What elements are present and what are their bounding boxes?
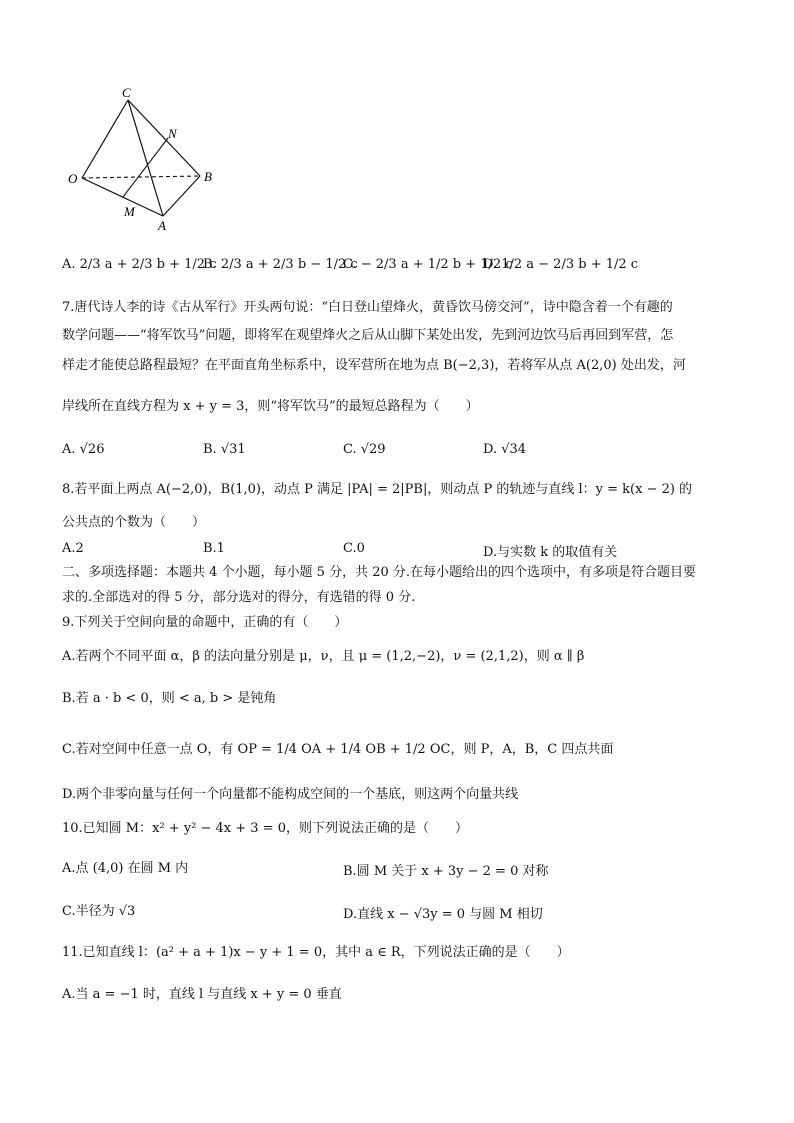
label-N: N [168, 126, 177, 141]
edge-OB-dashed [82, 176, 200, 178]
edge-CB [128, 100, 200, 176]
q8-line-1: 8.若平面上两点 A(−2,0)，B(1,0)，动点 P 满足 |PA| = 2|PB|，则动点 P 的轨迹与直线 l：y = k(x − 2) 的 [62, 482, 693, 497]
q7-option-a: A. √26 [62, 442, 105, 457]
q8-option-d: D.与实数 k 的取值有关 [483, 545, 618, 560]
q9-option-b: B.若 a · b < 0，则 < a, b > 是钝角 [62, 691, 277, 706]
q7-line-4: 岸线所在直线方程为 x + y = 3，则“将军饮马”的最短总路程为（ ） [62, 399, 479, 414]
q7-line-2: 数学问题——“将军饮马”问题，即将军在观望烽火之后从山脚下某处出发，先到河边饮马后再回到军营，怎 [62, 328, 674, 343]
q10-option-d: D.直线 x − √3y = 0 与圆 M 相切 [343, 907, 543, 922]
section2-line-1: 二、多项选择题：本题共 4 个小题，每小题 5 分，共 20 分.在每小题给出的四个选项中，有多项是符合题目要 [62, 565, 697, 580]
q7-option-d: D. √34 [483, 442, 527, 457]
edge-CA [128, 100, 163, 216]
q8-option-a: A.2 [62, 541, 84, 556]
segment-MN [123, 138, 168, 197]
label-A: A [158, 218, 166, 233]
q10-option-a: A.点 (4,0) 在圆 M 内 [62, 861, 189, 876]
q7-option-c: C. √29 [343, 442, 386, 457]
q7-line-1: 7.唐代诗人李的诗《古从军行》开头两句说：“白日登山望烽火，黄昏饮马傍交河”，诗中隐含着一个有趣的 [62, 300, 673, 315]
label-C: C [122, 88, 131, 100]
label-O: O [68, 171, 78, 186]
q10-option-c: C.半径为 √3 [62, 904, 136, 919]
edge-OC [82, 100, 128, 178]
label-M: M [124, 204, 135, 219]
q9-option-c: C.若对空间中任意一点 O，有 OP = 1/4 OA + 1/4 OB + 1/2 OC，则 P，A，B，C 四点共面 [62, 742, 614, 757]
q9-stem: 9.下列关于空间向量的命题中，正确的有（ ） [62, 615, 348, 630]
q6-option-a: A. 2/3 a + 2/3 b + 1/2 c [62, 257, 217, 272]
edge-AB [163, 176, 200, 216]
q10-option-b: B.圆 M 关于 x + 3y − 2 = 0 对称 [343, 864, 549, 879]
tetrahedron-figure [62, 88, 232, 238]
label-B: B [204, 169, 212, 184]
q7-option-b: B. √31 [203, 442, 246, 457]
section2-line-2: 求的.全部选对的得 5 分，部分选对的得分，有选错的得 0 分. [62, 590, 416, 605]
q8-line-2: 公共点的个数为（ ） [62, 515, 206, 530]
edge-OA [82, 178, 163, 216]
q8-option-c: C.0 [343, 541, 365, 556]
q6-option-d: D. 1/2 a − 2/3 b + 1/2 c [483, 257, 639, 272]
q11-option-a: A.当 a = −1 时，直线 l 与直线 x + y = 0 垂直 [62, 987, 342, 1002]
q10-stem: 10.已知圆 M：x² + y² − 4x + 3 = 0，则下列说法正确的是（ ） [62, 821, 468, 836]
q7-line-3: 样走才能使总路程最短？在平面直角坐标系中，设军营所在地为点 B(−2,3)，若将军从点 A(2,0) 处出发，河 [62, 358, 686, 373]
q11-stem: 11.已知直线 l：(a² + a + 1)x − y + 1 = 0，其中 a ∈ R，下列说法正确的是（ ） [62, 945, 570, 960]
q8-option-b: B.1 [203, 541, 225, 556]
q9-option-a: A.若两个不同平面 α，β 的法向量分别是 μ，ν，且 μ = (1,2,−2)，ν = (2,1,2)，则 α ∥ β [62, 649, 585, 664]
q6-option-c: C. − 2/3 a + 1/2 b + 1/2 c [343, 257, 513, 272]
q9-option-d: D.两个非零向量与任何一个向量都不能构成空间的一个基底，则这两个向量共线 [62, 787, 519, 802]
q6-option-b: B. 2/3 a + 2/3 b − 1/2 c [203, 257, 358, 272]
